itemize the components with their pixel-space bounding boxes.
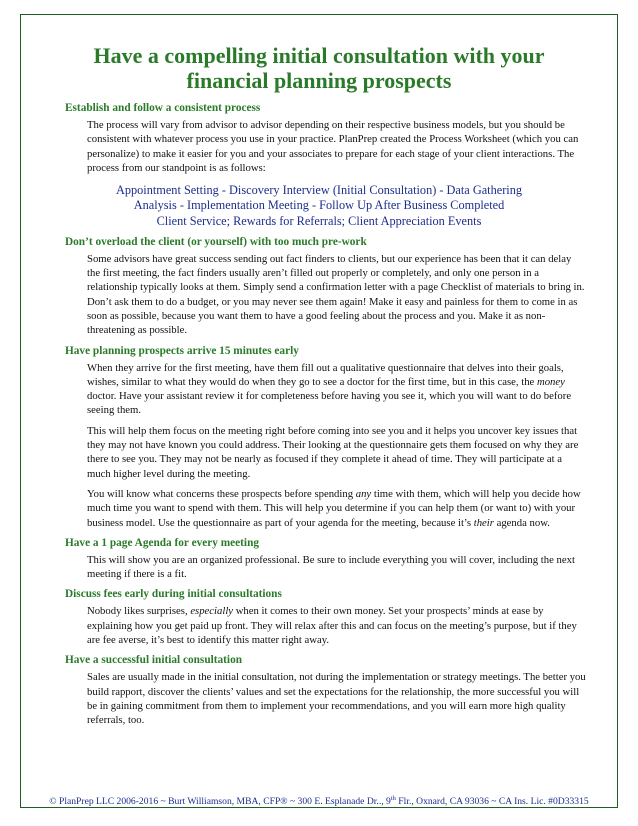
process-line: Analysis - Implementation Meeting - Follow Up After Business Completed [133, 198, 505, 213]
section-heading: Establish and follow a consistent process [65, 102, 261, 114]
footer-text: Flr., Oxnard, CA 93036 ~ CA Ins. Lic. #0D33315 [395, 796, 589, 807]
footer-text: © PlanPrep LLC 2006-2016 ~ Burt Williamson, MBA, CFP® ~ 300 E. Esplanade Dr.., 9 [49, 796, 391, 807]
emphasis-text: any [355, 487, 372, 500]
page-title [57, 43, 581, 93]
emphasis-text: money [536, 375, 565, 388]
emphasis-text: especially [190, 605, 234, 618]
text-run: agenda now. [493, 516, 550, 529]
section-paragraph [87, 361, 587, 418]
section-paragraph [87, 487, 587, 530]
title-line-1: Have a compelling initial consultation with your [93, 43, 545, 68]
section-paragraph: The process will vary from advisor to advisor depending on their respective business models, but you should be consistent with whatever process you use in your practice. PlanPrep created the Process Worksheet (which you can personalize) to make it easier for you and your associates to prepare for each stage of your client interactions. The process from our standpoint is as follows: [87, 119, 579, 174]
process-line: Client Service; Rewards for Referrals; Client Appreciation Events [156, 213, 482, 228]
process-steps [61, 183, 577, 229]
text-run: time with them, which will help you decide how much time you want to spend with them. This will help you determine if you can help them (or want to) with your business model. Use the questionnaire as part of your agenda for the meeting, because it’s [87, 487, 581, 529]
text-run: when it comes to their own money. Set your prospects’ minds at ease by explaining how you get paid up front. They will relax after this and can focus on the meeting’s purpose, but if they are fee averse, it’s best to identify this matter right away. [87, 605, 577, 647]
section-paragraph: Some advisors have great success sending out fact finders to clients, but our experience has been that it can delay the first meeting, the fact finders usually aren’t filled out properly or completely, and only one person in a relationship typically looks at them. Simply send a confirmation letter with a page Checklist of materials to bring in. Don’t ask them to do a budget, or you may never see them again! Make it easy and painless for them to come in as soon as possible, because you want them to have a good feeling about the process and you. Make it as non-threatening as possible. [87, 252, 585, 337]
process-line: Appointment Setting - Discovery Interview (Initial Consultation) - Data Gathering [115, 183, 523, 198]
title-line-2: financial planning prospects [186, 68, 452, 93]
text-run: You will know what concerns these prospects before spending [87, 487, 356, 500]
text-run: doctor. Have your assistant review it for completeness before having you see it, which you will want to do before seeing them. [87, 390, 572, 417]
section-paragraph [87, 604, 587, 647]
section-heading: Don’t overload the client (or yourself) with too much pre-work [65, 235, 367, 248]
section-heading: Discuss fees early during initial consultations [65, 588, 282, 601]
section-paragraph: This will show you are an organized professional. Be sure to include everything you will cover, including the next meeting if there is a fit. [87, 553, 575, 581]
section-heading: Have a 1 page Agenda for every meeting [65, 536, 259, 549]
page-footer [21, 793, 617, 808]
footer-superscript: th [390, 794, 396, 802]
emphasis-text: their [473, 516, 494, 529]
text-run: When they arrive for the first meeting, have them fill out a qualitative questionnaire that delves into their goals, wishes, similar to what they would do when they go to see a doctor for the first time, but in this case, the [87, 361, 564, 388]
section-heading: Have planning prospects arrive 15 minutes early [65, 344, 299, 357]
section-paragraph: This will help them focus on the meeting right before coming into see you and it helps you uncover key issues that they may not have known you could address. Their looking at the questionnaire gets them focused on why they are there to see you. They may not be nearly as focused if they complete it ahead of time. They will participate at a much higher level during the meeting. [87, 424, 579, 480]
text-run: Nobody likes surprises, [87, 605, 191, 618]
document-page [20, 14, 618, 808]
section-heading: Have a successful initial consultation [65, 654, 242, 667]
section-paragraph: Sales are usually made in the initial consultation, not during the implementation or strategy meetings. The better you build rapport, discover the clients’ values and set the expectations for the relationship, the more successful you will be in gaining commitment from them to implement your recommendations, and you will earn more high quality referrals, too. [87, 671, 586, 727]
